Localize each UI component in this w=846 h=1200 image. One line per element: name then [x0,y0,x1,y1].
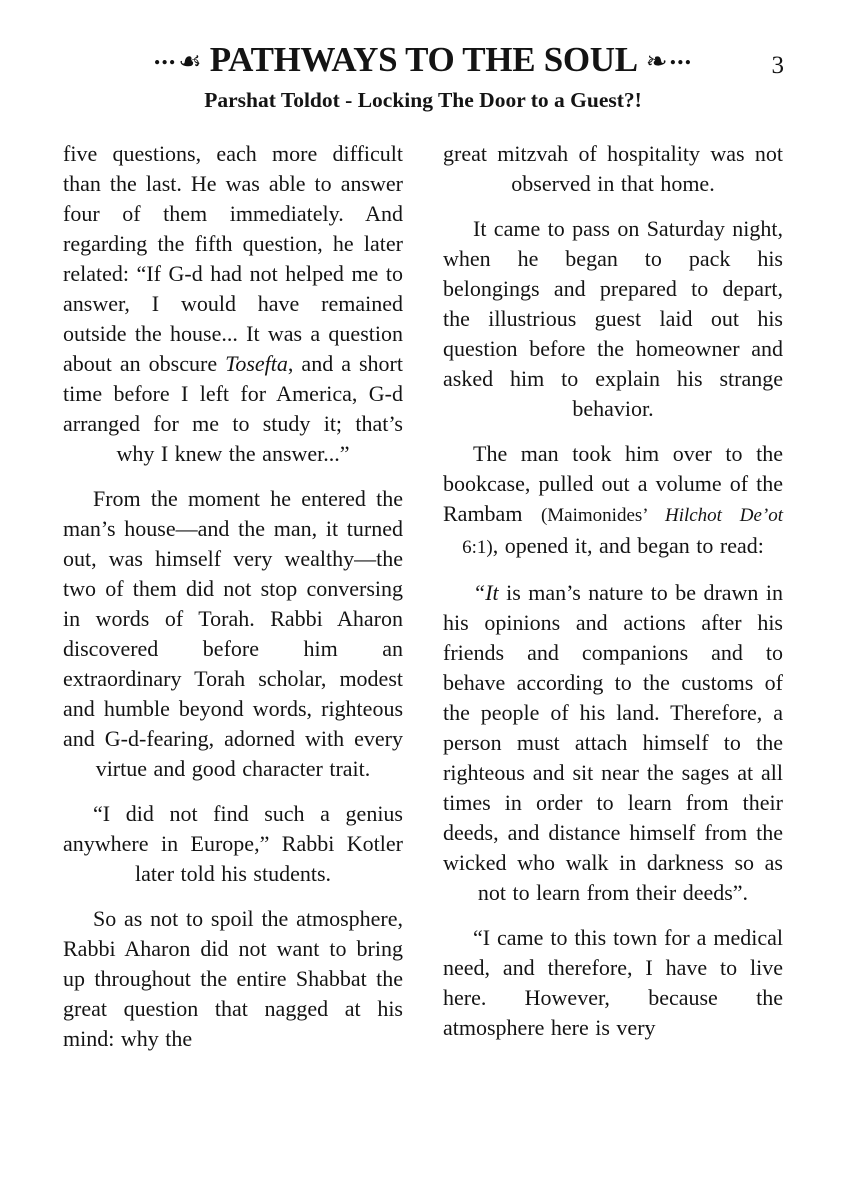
body-paragraph [443,214,783,424]
flourish-right-icon: ❧ ... [645,40,693,77]
text-run: , and a short time before I left for America, G-d arranged for me to study it; that’s why I knew the answer...” [63,351,403,466]
italic-text: Tosefta [225,351,288,376]
body-paragraph [63,139,403,469]
text-run: (Maimonides’ [540,505,665,526]
text-column-right [443,139,783,1069]
italic-text: “It [473,580,499,605]
text-run: is man’s nature to be drawn in his opinions and actions after his friends and companions and to behave according to the customs of the people of his land. Therefore, a person must attach himself to the righteous and sit near the sages at all times in order to learn from their deeds, and distance himself from the wicked who walk in darkness so as not to learn from their deeds”. [443,580,783,905]
body-paragraph [63,484,403,784]
italic-text: Hilchot De’ot [664,505,783,526]
text-run: So as not to spoil the atmosphere, Rabbi Aharon did not want to bring up throughout the entire Shabbat the great question that nagged at his mind: why the [63,906,403,1051]
page-header [0,0,846,113]
page-number: 3 [771,52,784,79]
text-run: 6:1) [462,537,493,558]
body-paragraph [63,799,403,889]
text-run: The man took him over to the bookcase, pulled out a volume of the Rambam [443,441,783,526]
text-run: From the moment he entered the man’s house—and the man, it turned out, was himself very wealthy—the two of them did not stop conversing in words of Torah. Rabbi Aharon discovered before him an extraordinary Torah scholar, modest and humble beyond words, righteous and G-d-fearing, adorned with every virtue and good character trait. [63,486,403,781]
text-run: It came to pass on Saturday night, when he began to pack his belongings and prepared to depart, the illustrious guest laid out his question before the homeowner and asked him to explain his strange behavior. [443,216,783,421]
text-run: five questions, each more difficult than the last. He was able to answer four of them immediately. And regarding the fifth question, he later related: “If G-d had not helped me to answer, I would have remained outside the house... It was a question about an obscure [63,141,403,376]
page-title: PATHWAYS TO THE SOUL [209,40,638,79]
text-run: “I came to this town for a medical need, and therefore, I have to live here. However, because the atmosphere here is very [443,925,783,1040]
body-paragraph [443,923,783,1043]
title-row [0,42,846,77]
text-column-left [63,139,403,1069]
page-subtitle: Parshat Toldot - Locking The Door to a Guest?! [204,88,642,112]
text-run: “I did not find such a genius anywhere in Europe,” Rabbi Kotler later told his students. [63,801,403,886]
body-paragraph [63,904,403,1054]
two-column-body [0,139,846,1069]
flourish-left-icon: ... ☙ [153,40,202,77]
text-run: great mitzvah of hospitality was not observed in that home. [443,141,783,196]
body-paragraph [443,439,783,563]
body-paragraph [443,578,783,908]
text-run: , opened it, and began to read: [492,533,764,558]
body-paragraph [443,139,783,199]
